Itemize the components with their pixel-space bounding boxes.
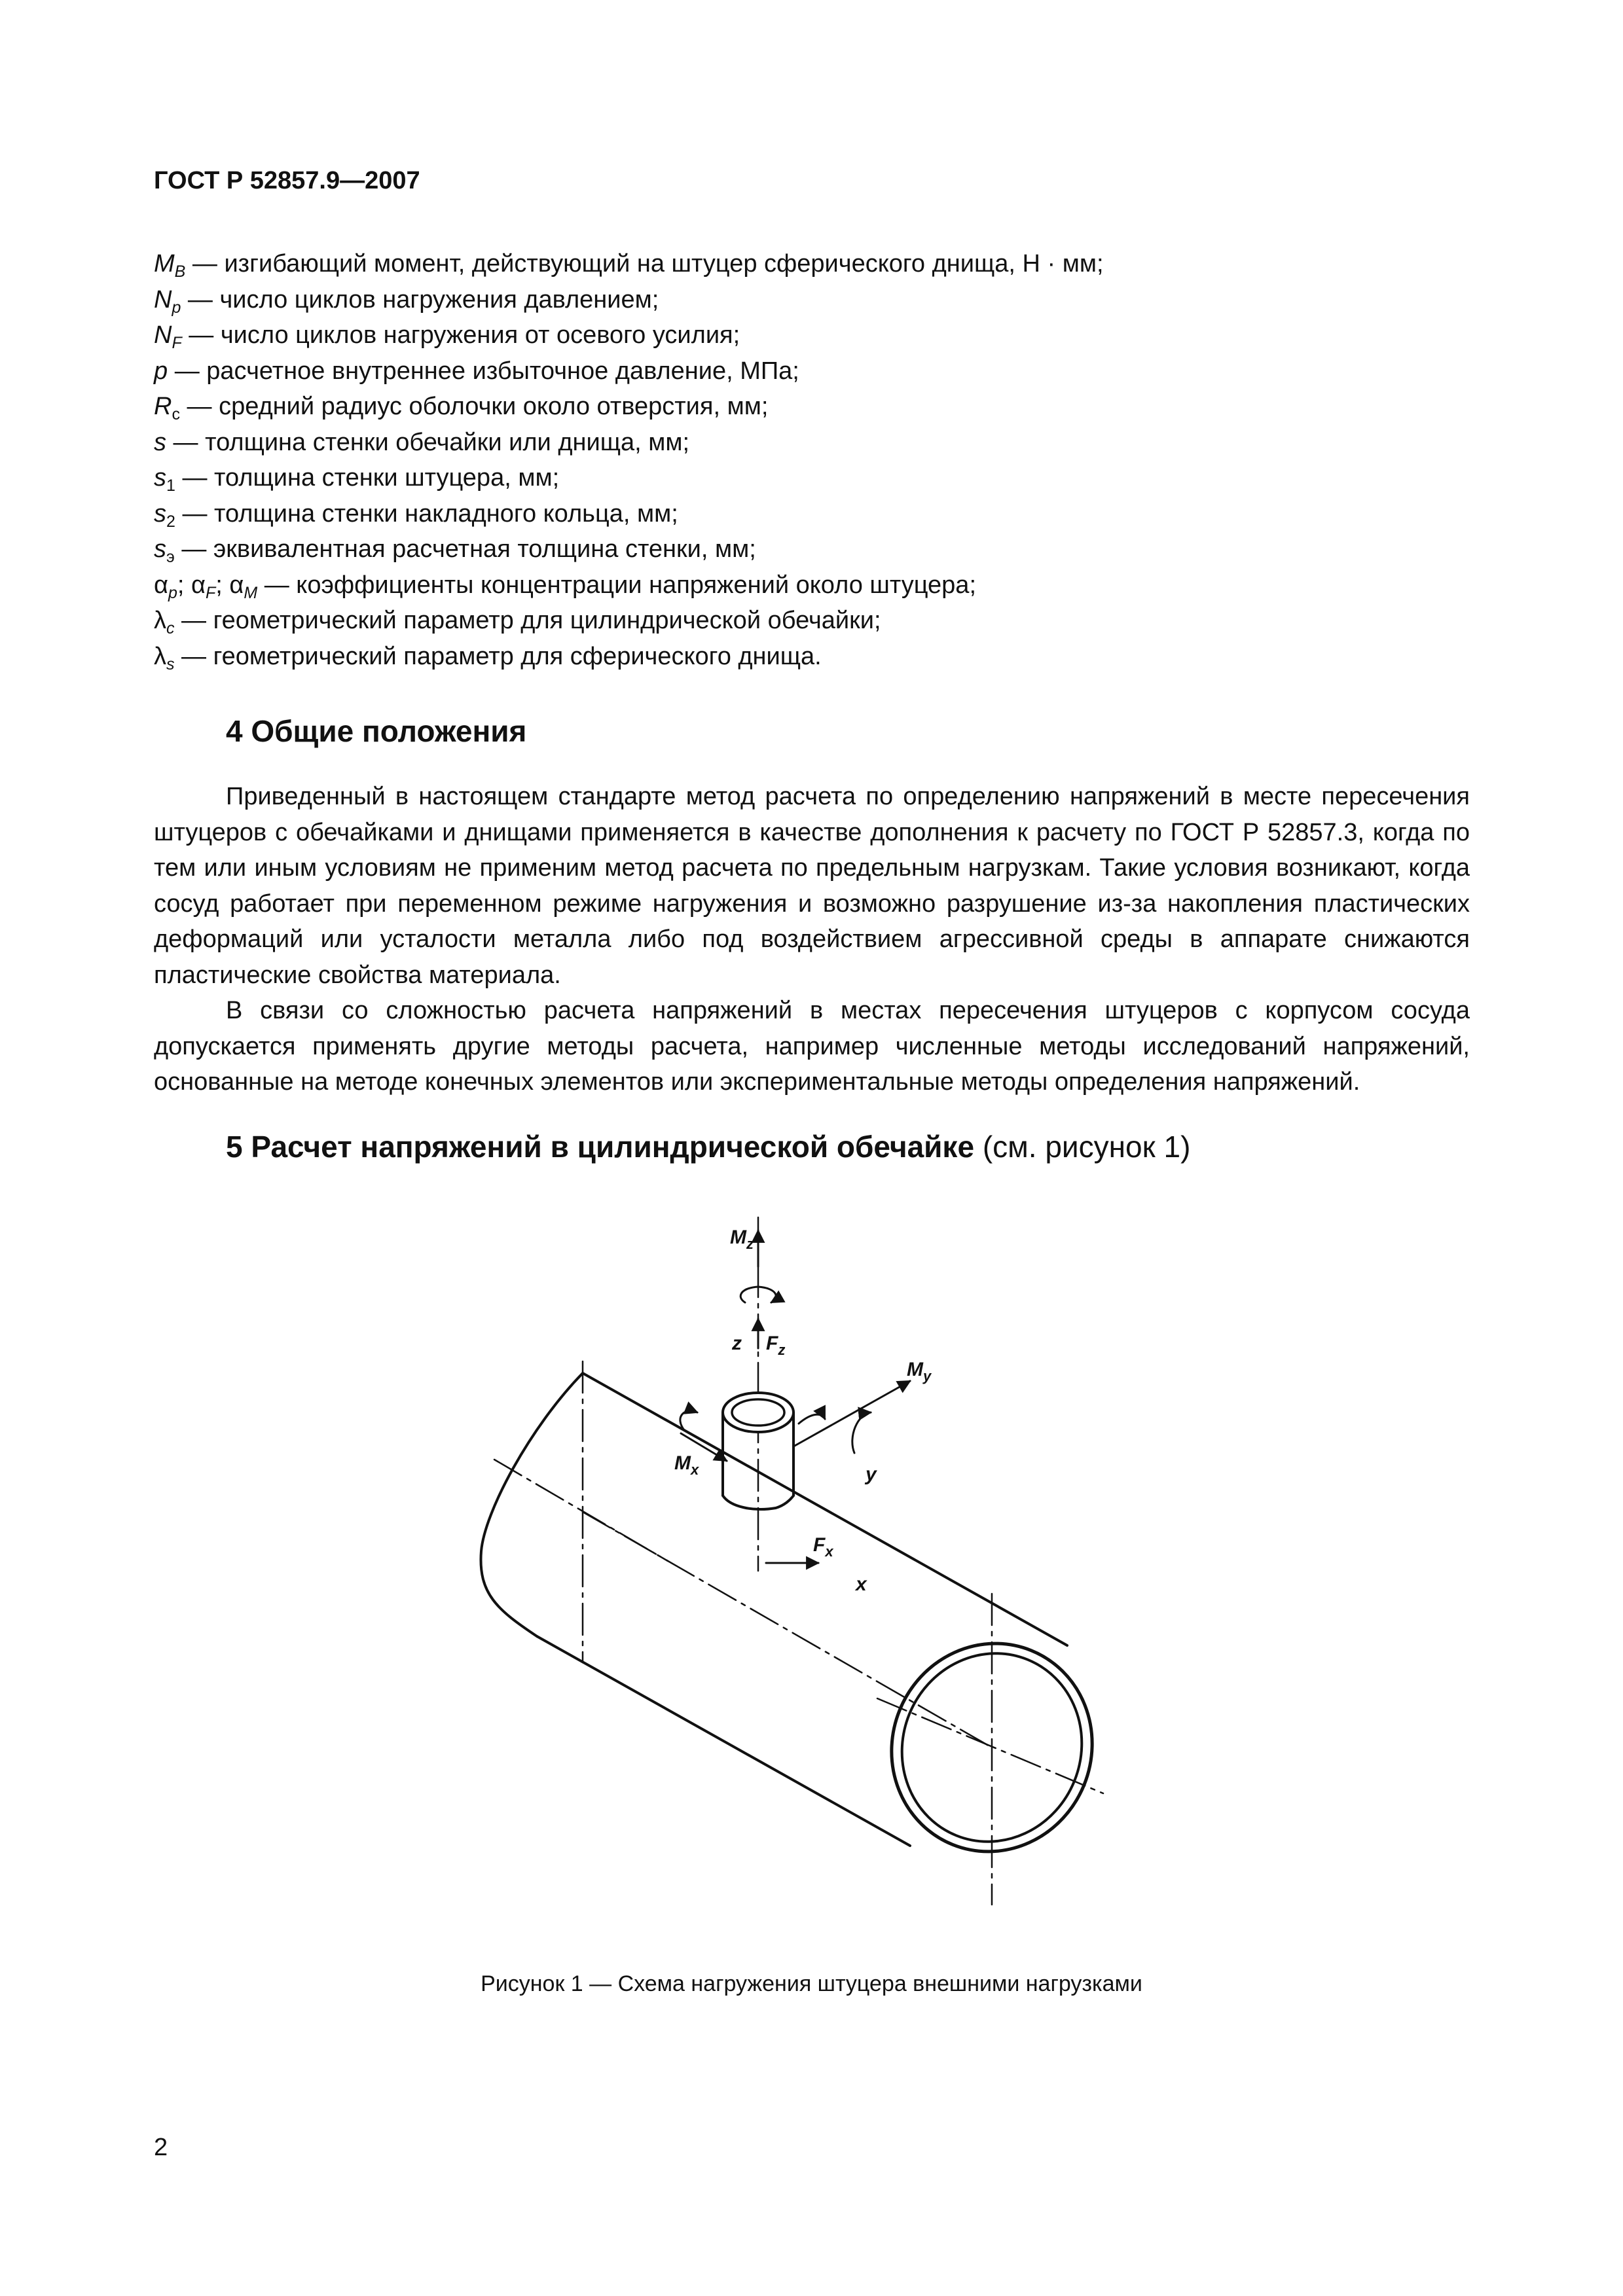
symbol-item: $s_1$ — толщина стенки штуцера, мм; [154,464,560,495]
label-x: x [856,1573,867,1595]
page-number: 2 [154,2134,168,2161]
symbol-item: $N_F$ — число циклов нагружения от осевого усилия; [154,321,740,352]
symbol-item: $s_2$ — толщина стенки накладного кольца, мм; [154,499,678,531]
my-rotation-arrow [852,1412,871,1453]
figure-1 [458,1204,1113,1924]
figure-caption: Рисунок 1 — Схема нагружения штуцера внешними нагрузками [481,1971,1142,1996]
cylinder-left-end [481,1373,583,1636]
symbol-item: p — расчетное внутреннее избыточное давление, МПа; [154,357,799,385]
my-rotation-arrow-2 [799,1414,825,1424]
section-4-paragraph-2: В связи со сложностью расчета напряжений в местах пересечения штуцеров с корпусом сосуда допускается применять другие методы расчета, например численные методы исследований напряжений, основанные на методе конечных элементов или экспериментальные методы определения напряжений. [154,997,1470,1096]
label-my: $M_y$ [907,1359,932,1384]
label-fz: $F_z$ [766,1333,786,1358]
symbol-item: $\lambda_c$ — геометрический параметр для цилиндрической обечайки; [154,607,881,637]
figure-reference: (см. рисунок 1) [974,1130,1191,1164]
label-mz: $M_z$ [730,1227,754,1252]
label-fx: $F_x$ [813,1534,833,1560]
label-y: y [866,1463,877,1485]
symbol-item: s — толщина стенки обечайки или днища, мм; [154,428,690,456]
symbol-item: $M_B$ — изгибающий момент, действующий на штуцер сферического днища, Н · мм; [154,250,1104,281]
cylinder-top-edge [583,1373,1067,1645]
symbol-item: $s_э$ — эквивалентная расчетная толщина стенки, мм; [154,535,756,566]
mx-rotation-arrow [680,1411,697,1430]
section-4-title: 4 Общие положения [226,714,527,748]
standard-header: ГОСТ Р 52857.9—2007 [154,167,420,194]
section-5-title: 5 Расчет напряжений в цилиндрической обечайке (см. рисунок 1) [226,1130,1191,1164]
nozzle-load-diagram [458,1204,1113,1924]
symbol-item: $N_p$ — число циклов нагружения давлением; [154,285,659,317]
section-4-paragraph-1: Приведенный в настоящем стандарте метод расчета по определению напряжений в месте пересечения штуцеров с обечайками и днищами применяется в качестве дополнения к расчету по ГОСТ Р 52857.3, когда по тем или иным условиям не применим метод расчета по предельным нагрузкам. Такие условия возникают, когда сосуд работает при переменном режиме нагружения и возможно разрушение из-за накопления пластических деформаций или усталости металла либо под воздействием агрессивной среды в аппарате снижаются пластические свойства материала. [154,783,1470,989]
label-z: z [732,1333,742,1354]
symbol-list [154,246,1104,674]
label-mx: $M_x$ [674,1452,699,1478]
symbol-item: $\alpha_p$; $\alpha_F$; $\alpha_M$ — коэффициенты концентрации напряжений около штуцера; [154,571,976,602]
symbol-item: $R_c$ — средний радиус оболочки около отверстия, мм; [154,393,769,423]
symbol-item: $\lambda_s$ — геометрический параметр для сферического днища. [154,642,822,673]
cylinder-axis-centerline [583,1512,992,1748]
